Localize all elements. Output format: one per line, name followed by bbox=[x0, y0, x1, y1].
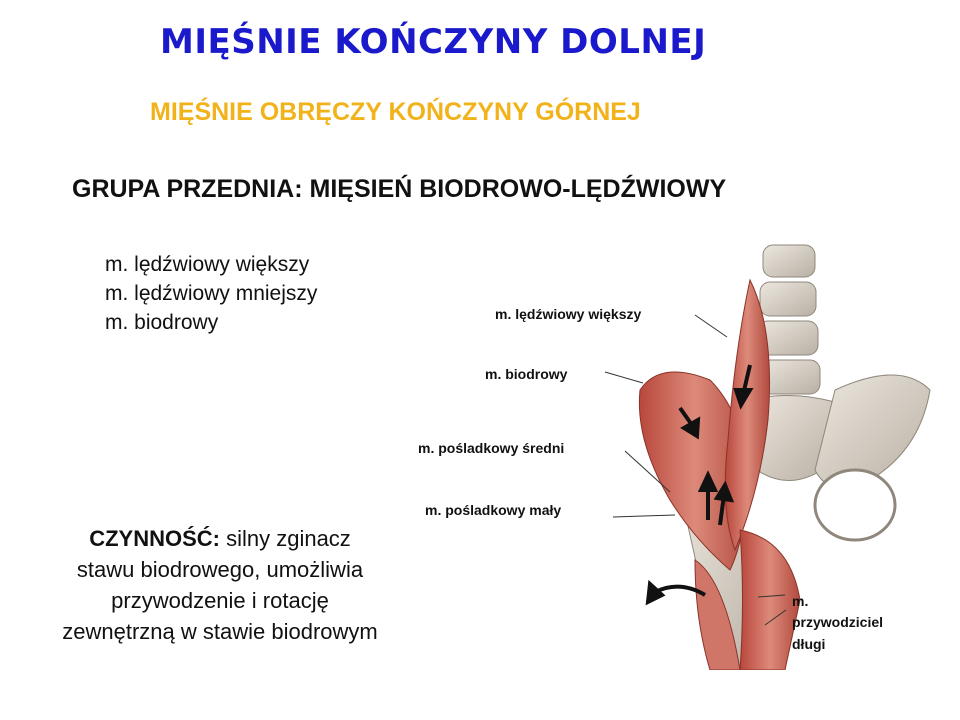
label-iliacus: m. biodrowy bbox=[485, 366, 568, 382]
label-gluteus-minimus: m. pośladkowy mały bbox=[425, 502, 562, 518]
group-heading: GRUPA PRZEDNIA: MIĘSIEŃ BIODROWO-LĘDŹWIOWY bbox=[72, 175, 727, 203]
page-subtitle: MIĘŚNIE OBRĘCZY KOŃCZYNY GÓRNEJ bbox=[150, 98, 641, 126]
function-line-3: przywodzenie i rotację bbox=[111, 588, 329, 613]
page-title: MIĘŚNIE KOŃCZYNY DOLNEJ bbox=[160, 22, 707, 62]
function-line-4: zewnętrzną w stawie biodrowym bbox=[62, 619, 378, 644]
function-label: CZYNNOŚĆ: bbox=[89, 526, 220, 551]
muscle-list-item: m. lędźwiowy mniejszy bbox=[105, 282, 318, 305]
label-adductor-longus-1: m. bbox=[792, 593, 809, 609]
label-gluteus-medius: m. pośladkowy średni bbox=[418, 440, 565, 456]
label-psoas-major: m. lędźwiowy większy bbox=[495, 306, 642, 322]
muscle-list-item: m. biodrowy bbox=[105, 311, 219, 334]
muscle-list-item: m. lędźwiowy większy bbox=[105, 253, 310, 276]
label-adductor-longus-3: długi bbox=[792, 636, 826, 652]
function-line-1: silny zginacz bbox=[219, 526, 351, 551]
label-adductor-longus-2: przywodziciel bbox=[792, 614, 884, 630]
function-line-2: stawu biodrowego, umożliwia bbox=[76, 557, 364, 582]
